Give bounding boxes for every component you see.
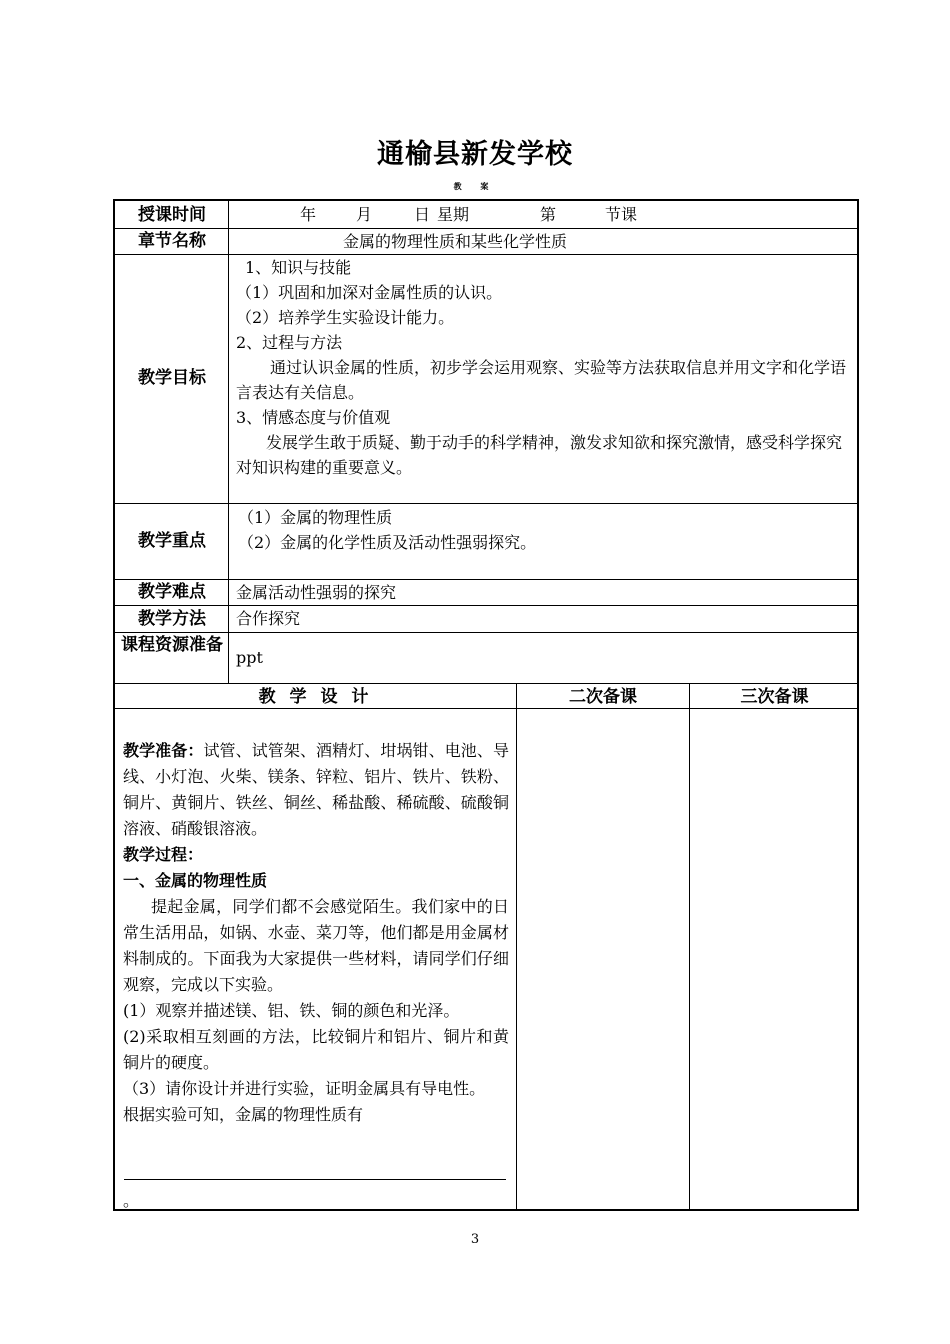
key-point-line: （2）金属的化学性质及活动性强弱探究。 xyxy=(238,533,537,552)
time-di: 第 xyxy=(540,205,557,224)
goal-line: （1）巩固和加深对金属性质的认识。 xyxy=(236,283,503,302)
difficulty-label: 教学难点 xyxy=(138,582,206,602)
goals-label: 教学目标 xyxy=(138,368,206,388)
resources-label: 课程资源准备 xyxy=(121,635,223,655)
answer-blank-line xyxy=(124,1179,506,1180)
section-title: 一、金属的物理性质 xyxy=(123,871,268,890)
time-year: 年 xyxy=(300,205,317,224)
goal-line: 通过认识金属的性质，初步学会运用观察、实验等方法获取信息并用文字和化学语言表达有关信息。 xyxy=(236,358,847,402)
goal-line: 发展学生敢于质疑、勤于动手的科学精神，激发求知欲和探究激情，感受科学探究对知识构建的重要意义。 xyxy=(236,433,843,477)
row-divider xyxy=(115,683,857,684)
prep-label: 教学准备： xyxy=(123,741,204,760)
time-period: 节课 xyxy=(605,205,638,224)
difficulty-value: 金属活动性强弱的探究 xyxy=(236,583,397,602)
resources-value: ppt xyxy=(236,648,263,667)
chapter-name: 金属的物理性质和某些化学性质 xyxy=(343,232,568,251)
page-number: 3 xyxy=(470,1232,480,1247)
goal-line: 1、知识与技能 xyxy=(245,258,352,277)
time-day: 日 xyxy=(414,205,431,224)
time-weekday: 星期 xyxy=(437,205,470,224)
chapter-label: 章节名称 xyxy=(138,231,206,251)
prep-text: 试管、试管架、酒精灯、坩埚钳、电池、导线、小灯泡、火柴、镁条、锌粒、铝片、铁片、铁粉、铜片、黄铜片、铁丝、铜丝、稀盐酸、稀硫酸、硫酸铜溶液、硝酸银溶液。 xyxy=(123,741,509,838)
key-points-content xyxy=(238,505,536,555)
column-divider xyxy=(516,683,517,1211)
process-label: 教学过程： xyxy=(123,845,204,864)
document-type: 教 案 xyxy=(453,182,497,191)
experiment-step-3: （3）请你设计并进行实验，证明金属具有导电性。 xyxy=(123,1079,486,1098)
goal-line: 3、情感态度与价值观 xyxy=(236,408,391,427)
goal-line: 2、过程与方法 xyxy=(236,333,343,352)
lesson-plan-table xyxy=(113,199,859,1211)
key-point-line: （1）金属的物理性质 xyxy=(238,508,393,527)
time-month: 月 xyxy=(356,205,373,224)
third-revision-header: 三次备课 xyxy=(740,687,809,707)
intro-paragraph: 提起金属，同学们都不会感觉陌生。我们家中的日常生活用品，如锅、水壶、菜刀等，他们都是用金属材料制成的。下面我为大家提供一些材料，请同学们仔细观察，完成以下实验。 xyxy=(123,897,509,994)
row-divider xyxy=(115,503,857,504)
key-points-label: 教学重点 xyxy=(138,531,206,551)
design-column-header: 教 学 设 计 xyxy=(258,687,373,707)
time-label: 授课时间 xyxy=(138,205,206,225)
experiment-step-1: (1）观察并描述镁、铝、铁、铜的颜色和光泽。 xyxy=(123,1001,460,1020)
goal-line: （2）培养学生实验设计能力。 xyxy=(236,308,455,327)
experiment-step-2: (2)采取相互刻画的方法，比较铜片和铝片、铜片和黄铜片的硬度。 xyxy=(123,1027,509,1072)
end-mark: 。 xyxy=(123,1191,140,1210)
method-label: 教学方法 xyxy=(138,609,206,629)
conclusion-text: 根据实验可知，金属的物理性质有 xyxy=(123,1105,364,1124)
design-content xyxy=(123,738,509,1128)
school-name: 通榆县新发学校 xyxy=(377,139,573,170)
goals-content xyxy=(236,255,854,480)
column-divider xyxy=(689,683,690,1211)
second-revision-header: 二次备课 xyxy=(569,687,637,707)
method-value: 合作探究 xyxy=(236,609,301,628)
